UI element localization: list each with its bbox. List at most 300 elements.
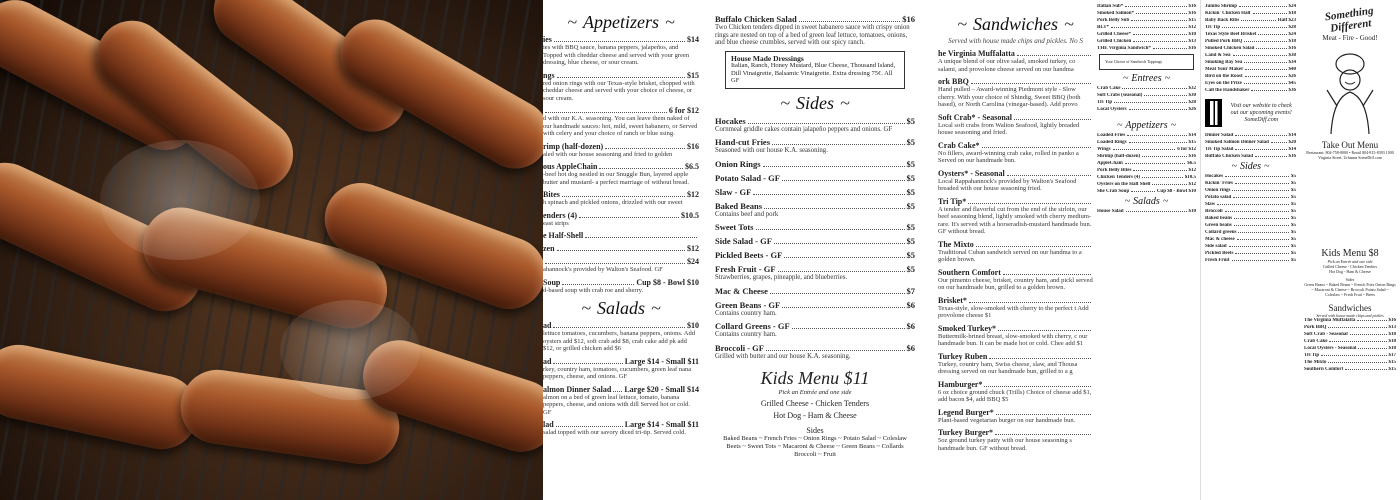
menu-item bbox=[543, 357, 699, 381]
item-description: Texas-style, slow-smoked with cherry to the perfect t Add provolone cheese $1 bbox=[938, 304, 1089, 319]
menu-item bbox=[543, 190, 699, 207]
item-price: $18 bbox=[1288, 39, 1296, 44]
takeout-salads-list bbox=[1097, 209, 1196, 214]
item-description: No fillers, award-winning crab cake, rolled in panko a Served on our handmade bun. bbox=[938, 149, 1079, 164]
item-description: Plant-based vegetarian burger on our handmade bun. bbox=[938, 416, 1076, 424]
item-price: $10 bbox=[1188, 32, 1196, 37]
item-name: Eyes on the Prize bbox=[1205, 81, 1242, 86]
item-name: Collard Greens - GF bbox=[715, 321, 790, 331]
menu-item bbox=[1205, 4, 1296, 9]
item-price: $40 bbox=[1288, 67, 1296, 72]
cover-sandwiches-sub: Served with house made chips and pickles bbox=[1316, 313, 1384, 318]
cover-kids-sides-heading: Sides bbox=[1345, 277, 1355, 282]
item-price: $10.5 bbox=[1184, 174, 1196, 180]
menu-item bbox=[1097, 11, 1196, 16]
item-description: h spinach and pickled onions, drizzled with our sweet bbox=[543, 199, 683, 206]
take-out-menu-heading: Take Out Menu bbox=[1321, 140, 1379, 150]
kids-sides-heading: Sides bbox=[806, 426, 824, 435]
salads-list bbox=[543, 321, 699, 437]
item-name: Crab Cake bbox=[1097, 85, 1121, 91]
menu-item bbox=[938, 324, 1093, 348]
menu-item bbox=[1205, 140, 1296, 145]
item-description: Buttermilk-brined breast, slow-smoked with cherry, c our handmade bun. It can be made hot or cold. Chee add $1 bbox=[938, 332, 1088, 347]
menu-item bbox=[715, 187, 915, 197]
menu-item bbox=[1205, 237, 1296, 242]
menu-item bbox=[543, 142, 699, 159]
item-price: $5 bbox=[906, 222, 915, 232]
item-description: 6 oz choice ground chuck (Trills) Choice of cheese add $1, add bacon $4, add BBQ $5 bbox=[938, 388, 1092, 403]
menu-item bbox=[1205, 46, 1296, 51]
item-price: $18 bbox=[1388, 346, 1396, 351]
cover-sandwiches-list bbox=[1304, 318, 1396, 372]
item-name: Smoking Bay Sea bbox=[1205, 60, 1243, 65]
item-price: Half $23 bbox=[1277, 18, 1296, 23]
menu-item bbox=[1097, 161, 1196, 166]
item-name: Local Oysters - Seasonal bbox=[1304, 346, 1357, 351]
item-price: $16 bbox=[1188, 46, 1196, 51]
menu-item bbox=[1097, 133, 1196, 138]
item-price: $14 bbox=[687, 35, 699, 44]
item-description: almon on a bed of green leaf lettuce, tomato, banana peppers, cheese, and onions with dill Served hot or cold. GF bbox=[543, 393, 690, 416]
item-name: ous AppleChain bbox=[543, 162, 598, 171]
item-price: $16 bbox=[1188, 11, 1196, 16]
item-name: Hocakes bbox=[715, 115, 746, 126]
item-price: $18 bbox=[1388, 339, 1396, 344]
menu-item-buffalo-salad bbox=[715, 14, 915, 47]
item-price: $5 bbox=[906, 137, 915, 147]
sides-heading: ~ Sides ~ bbox=[715, 93, 915, 114]
item-name: Crab Cake* bbox=[938, 140, 980, 150]
item-description: lettuce tomatoes, cucumbers, banana peppers, onions. Add oysters add $12, soft crab add $8, crab cake add pk add $12, or grilled chicken add $6 bbox=[543, 330, 695, 352]
menu-item bbox=[1304, 360, 1396, 365]
item-description: Contains beef and pork bbox=[715, 210, 779, 218]
menu-item bbox=[543, 244, 699, 253]
item-price: $5 bbox=[1291, 230, 1296, 235]
item-price: $18 bbox=[1388, 332, 1396, 337]
item-price: $16 bbox=[1188, 4, 1196, 9]
menu-item bbox=[715, 264, 915, 282]
menu-item bbox=[1097, 182, 1196, 187]
item-name: Turkey Burger* bbox=[938, 428, 994, 437]
item-description: Two Chicken tenders dipped in sweet habanero sauce with crispy onion rings are nested on top of a bed of green leaf lettuce, tomatoes, onions, and blue cheese crumbles, served with our spicy ranch. bbox=[715, 24, 910, 46]
item-name: he Virginia Muffalatta bbox=[938, 49, 1015, 58]
item-name: Legend Burger* bbox=[938, 407, 994, 417]
kids-entrees-line1: Grilled Cheese - Chicken Tenders bbox=[760, 399, 870, 408]
sandwiches-subtitle: Served with house made chips and pickles. No S bbox=[948, 37, 1083, 45]
kids-entrees-line2: Hot Dog - Ham & Cheese bbox=[773, 411, 857, 420]
item-price: Cup $8 - Bowl $10 bbox=[636, 277, 699, 287]
cover-kids-sub: Pick an Entrée and one side bbox=[1327, 259, 1373, 264]
menu-item bbox=[1205, 195, 1296, 200]
item-price: $15 bbox=[1188, 139, 1196, 145]
item-description: red onion rings with our Texas-style brisket, chopped with cheddar cheese and served with your choice of cheese, or sour cream. bbox=[543, 79, 695, 102]
menu-item bbox=[543, 278, 699, 295]
menu-item bbox=[543, 420, 699, 437]
item-name: Kickin' Fries bbox=[1205, 181, 1233, 186]
item-price: $24 bbox=[687, 257, 699, 266]
item-price: Large $20 - Small $14 bbox=[624, 384, 699, 394]
item-price: $15 bbox=[687, 70, 699, 80]
item-name: The Mixto bbox=[938, 239, 974, 249]
item-price: $5 bbox=[1291, 258, 1296, 263]
cover-kids-sides: Green Beans ~ Baked Beans ~ French Fries Onion Rings ~ Macaroni & Cheese ~ Broccoli Potato Salad ~ Coleslaw ~ Fresh Fruit ~ Beets bbox=[1304, 282, 1396, 297]
item-price: $16 bbox=[687, 141, 699, 151]
menu-item bbox=[1205, 188, 1296, 193]
menu-item bbox=[543, 162, 699, 186]
menu-item bbox=[1205, 216, 1296, 221]
menu-item bbox=[938, 77, 1093, 109]
menu-item bbox=[1097, 209, 1196, 214]
menu-item bbox=[715, 159, 915, 169]
item-name: Crab Cake bbox=[1304, 339, 1328, 344]
item-price: $5 bbox=[1291, 209, 1296, 214]
item-name: Smoked Salmon Dinner Salad bbox=[1205, 140, 1269, 145]
item-name: The Virginia Muffalatta bbox=[1304, 318, 1356, 323]
item-price: $14 bbox=[1288, 133, 1296, 138]
item-description: d with our K.A. seasoning. You can leave them naked of our handmade sauces: hot, mild, sweet habanero, or Served with celery and your choice of ranch or blue ssing. bbox=[543, 115, 698, 137]
item-description: Grilled with butter and our house K.A. seasoning. bbox=[715, 352, 851, 360]
menu-item bbox=[1097, 93, 1196, 98]
item-name: Shrimp (half-dozen) bbox=[1097, 153, 1141, 159]
item-name: Brisket* bbox=[938, 295, 967, 305]
item-name: Baked Beans bbox=[715, 200, 762, 211]
item-name: Slaw - GF bbox=[715, 186, 752, 197]
item-description: Seasoned with our house K.A. seasoning. bbox=[715, 147, 828, 154]
menu-item bbox=[1304, 318, 1396, 323]
item-price: 6 for $12 bbox=[1177, 146, 1196, 152]
menu-item bbox=[1205, 147, 1296, 152]
menu-item bbox=[1205, 133, 1296, 138]
contact-info: Restaurant: 804-758-8000 • Retail 804-815-8393 1000 Virginia Street, Urbanna SomeDiff.com bbox=[1306, 150, 1394, 160]
appetizers-list bbox=[543, 35, 699, 294]
item-name: Dinner Salad bbox=[1205, 133, 1234, 138]
item-name: Meat Your Maker bbox=[1205, 67, 1244, 72]
kids-menu-heading: Kids Menu $11 bbox=[760, 368, 870, 388]
menu-item bbox=[715, 250, 915, 260]
menu-item bbox=[1097, 154, 1196, 159]
menu-item bbox=[938, 268, 1093, 292]
menu-item bbox=[1304, 353, 1396, 358]
item-price: $5 bbox=[1291, 237, 1296, 242]
dressings-box bbox=[725, 51, 905, 89]
item-price: $5 bbox=[906, 264, 915, 274]
item-description: Local Rappahannock's provided by Walton's Seafood breaded with our house seasoning fried. bbox=[938, 177, 1077, 192]
item-name: Slaw bbox=[1205, 202, 1216, 207]
brand-tagline: Meat - Fire - Good! bbox=[1322, 34, 1378, 42]
item-price: $17 bbox=[1388, 353, 1396, 358]
menu-item bbox=[1205, 244, 1296, 249]
item-name: Buffalo Chicken Salad bbox=[715, 14, 797, 24]
toppings-box bbox=[1099, 54, 1194, 70]
menu-item bbox=[1205, 39, 1296, 44]
item-name: Pulled Pork BBQ bbox=[1205, 39, 1243, 44]
item-name: Soft Crab* - Seasonal bbox=[938, 112, 1013, 122]
cover-kids-menu-heading: Kids Menu $8 bbox=[1321, 248, 1379, 259]
item-price: $5 bbox=[1291, 181, 1296, 186]
menu-item bbox=[938, 197, 1093, 236]
item-price: $18 bbox=[1288, 11, 1296, 16]
takeout-entree-list bbox=[1205, 4, 1296, 93]
menu-item bbox=[1097, 168, 1196, 173]
menu-item bbox=[1205, 11, 1296, 16]
item-price: $7 bbox=[906, 285, 915, 296]
sausage-grill-photo bbox=[0, 0, 543, 500]
item-price: $16 bbox=[902, 14, 915, 24]
item-name: Local Oysters bbox=[1097, 106, 1127, 112]
item-price: $12 bbox=[687, 244, 699, 253]
toppings-text: Your Choice of Sandwich Toppings bbox=[1105, 59, 1163, 64]
item-name: Bites bbox=[543, 190, 560, 199]
item-name: Soup bbox=[543, 277, 561, 287]
item-name: Tri Tip Salad bbox=[1205, 147, 1234, 152]
item-name: Smoked Salmon* bbox=[1097, 11, 1135, 16]
menu-panel-cover bbox=[1300, 0, 1400, 500]
item-price: Large $14 - Small $11 bbox=[624, 356, 699, 366]
item-name: Broccoli - GF bbox=[715, 342, 764, 353]
item-description: A unique blend of our olive salad, smoked turkey, co salami, and provolone cheese served on our handma bbox=[938, 58, 1076, 73]
item-description: Cornmeal griddle cakes contain jalapeño peppers and onions. GF bbox=[715, 125, 893, 133]
item-price: $6 bbox=[906, 299, 915, 310]
entrees-list bbox=[1097, 86, 1196, 112]
item-name: Fresh Fruit - GF bbox=[715, 264, 776, 274]
menu-item bbox=[1205, 67, 1296, 72]
item-price: $16 bbox=[1288, 154, 1296, 159]
item-name: Oysters on the Half Shell bbox=[1097, 181, 1151, 187]
menu-item bbox=[1205, 202, 1296, 207]
item-name: Pork Belly Sub bbox=[1097, 18, 1130, 23]
item-price: $26 bbox=[1288, 74, 1296, 79]
item-name: ork BBQ bbox=[938, 77, 969, 86]
menu-item bbox=[543, 106, 699, 138]
item-name: The Mixto bbox=[1304, 360, 1327, 365]
item-price: $14 bbox=[1288, 147, 1296, 152]
item-name: zen bbox=[543, 244, 555, 253]
item-name: Pickled Beets bbox=[1205, 251, 1234, 256]
item-description: aled with our house seasoning and fried to golden bbox=[543, 150, 673, 158]
item-description: Turkey, country ham, Swiss cheese, slaw, and Thousa dressing served on our handmade bun, grilled to a g bbox=[938, 360, 1078, 375]
item-description: Traditional Cuban sandwich served on our handma to a golden brown. bbox=[938, 248, 1082, 263]
item-name: Fresh Fruit bbox=[1205, 258, 1230, 263]
menu-item bbox=[543, 231, 699, 240]
item-description: Strawberries, grapes, pineapple, and blueberries. bbox=[715, 274, 848, 281]
item-name: Oysters* - Seasonal bbox=[938, 168, 1005, 178]
item-name: Loaded Rings bbox=[1097, 139, 1127, 145]
item-price: $5 bbox=[1291, 195, 1296, 200]
menu-item bbox=[715, 201, 915, 219]
item-price: $5 bbox=[906, 158, 915, 169]
item-name: rimp (half-dozen) bbox=[543, 141, 604, 151]
salads-heading: ~ Salads ~ bbox=[543, 298, 699, 319]
item-name: Loaded Fries bbox=[1097, 132, 1126, 138]
menu-item bbox=[938, 240, 1093, 264]
item-price: $5 bbox=[906, 236, 915, 246]
item-price: $36 bbox=[1288, 88, 1296, 93]
item-description: salad topped with our savory diced tri-tip. Served cold. bbox=[543, 429, 686, 436]
item-price: $32 bbox=[1188, 85, 1196, 91]
chef-illustration bbox=[1319, 46, 1381, 136]
website-link[interactable]: SomeDiff.com bbox=[1244, 116, 1279, 123]
item-name: Broccoli bbox=[1205, 209, 1223, 214]
item-price: $10 bbox=[687, 321, 699, 330]
cover-kids-line1: Grilled Cheese - Chicken Tenders bbox=[1322, 264, 1378, 269]
menu-item bbox=[715, 116, 915, 134]
entrees-heading: ~ Entrees ~ bbox=[1097, 73, 1196, 84]
item-name: Pork BBQ bbox=[1304, 325, 1327, 330]
item-price: $5 bbox=[1291, 251, 1296, 256]
item-price: $10 bbox=[1188, 208, 1196, 214]
menu-item bbox=[1205, 32, 1296, 37]
menu-item bbox=[1205, 258, 1296, 263]
item-price: $12 bbox=[1188, 25, 1196, 30]
item-name: Pork Belly Bites bbox=[1097, 167, 1132, 173]
item-price: $26 bbox=[1188, 106, 1196, 112]
menu-item bbox=[1205, 230, 1296, 235]
item-name: enders (4) bbox=[543, 210, 577, 220]
item-name: Tri Tip bbox=[1304, 353, 1320, 358]
menu-item bbox=[715, 321, 915, 339]
item-description: -beef hot dog nestled in our Snuggle Bun, layered apple butter and mustard- a perfect marriage of without bread. bbox=[543, 171, 690, 186]
item-name: Tri Tip bbox=[1097, 99, 1113, 105]
item-price: $6.5 bbox=[685, 162, 699, 171]
item-price: $5 bbox=[1291, 174, 1296, 179]
item-name: Baked beans bbox=[1205, 216, 1233, 221]
menu-item bbox=[938, 141, 1093, 165]
menu-item bbox=[1205, 53, 1296, 58]
menu-item bbox=[543, 257, 699, 274]
item-name: almon Dinner Salad bbox=[543, 384, 612, 394]
item-price: $16 bbox=[1288, 46, 1296, 51]
item-name: Bird on the Roost bbox=[1205, 74, 1243, 79]
item-name: e Half-Shell bbox=[543, 231, 584, 240]
item-price: $45 bbox=[1288, 81, 1296, 86]
item-name: Soft Crab - Seasonal bbox=[1304, 332, 1348, 337]
menu-item bbox=[715, 236, 915, 246]
menu-item bbox=[543, 321, 699, 353]
item-price: $14 bbox=[1188, 132, 1196, 138]
menu-item bbox=[1097, 100, 1196, 105]
item-name: Jumbo Shrimp bbox=[1205, 4, 1238, 9]
item-description: ies with BBQ sauce, banana peppers, jalapeños, and Topped with cheddar cheese and served with your green dressing, blue cheese, or sour cream. bbox=[543, 44, 690, 66]
menu-panel-takeout-left bbox=[1093, 0, 1200, 500]
item-name: ad bbox=[543, 321, 552, 330]
menu-item bbox=[1304, 367, 1396, 372]
item-name: Grilled Chicken bbox=[1097, 39, 1132, 44]
menu-item bbox=[1097, 147, 1196, 152]
takeout-sides-list bbox=[1205, 174, 1296, 263]
item-name: Smoked Turkey* bbox=[938, 323, 997, 333]
menu-panel-appetizers-salads bbox=[543, 0, 699, 500]
item-price: $20 bbox=[1288, 140, 1296, 145]
item-name: ies bbox=[543, 35, 552, 44]
item-price: Cup $8 - Bowl $10 bbox=[1156, 188, 1196, 194]
kids-sides-list: Baked Beans ~ French Fries ~ Onion Rings ~ Potato Salad ~ Coleslaw Beets ~ Sweet Tots ~ Macaroni & Cheese ~ Green Beans ~ Collards Broccoli ~ Fruit bbox=[723, 435, 907, 458]
menu-item bbox=[1205, 154, 1296, 159]
item-name: Side Salad - GF bbox=[715, 236, 772, 246]
item-price: $5 bbox=[1291, 188, 1296, 193]
item-price: $15 bbox=[1188, 18, 1196, 23]
menu-item bbox=[1097, 107, 1196, 112]
item-name: Tri Tip* bbox=[938, 196, 967, 206]
menu-panel-sandwiches bbox=[938, 0, 1093, 500]
item-price: $24 bbox=[1288, 4, 1296, 9]
menu-item bbox=[1304, 325, 1396, 330]
cover-kids-line2: Hot Dog - Ham & Cheese bbox=[1329, 269, 1371, 274]
item-name: She Crab Soup bbox=[1097, 188, 1130, 194]
menu-item bbox=[938, 428, 1093, 452]
item-price: $5 bbox=[1291, 202, 1296, 207]
item-description: 5oz ground turkey patty with our house seasoning s handmade bun. GF without bread. bbox=[938, 437, 1072, 452]
item-price: $5 bbox=[906, 186, 915, 197]
menu-item bbox=[1205, 209, 1296, 214]
kids-menu-subtitle: Pick an Entrée and one side bbox=[778, 389, 852, 396]
menu-item bbox=[1097, 86, 1196, 91]
item-name: Onion Rings bbox=[715, 158, 761, 169]
item-price: $38 bbox=[1288, 53, 1296, 58]
item-name: Onion rings bbox=[1205, 188, 1231, 193]
menu-item bbox=[1205, 18, 1296, 23]
item-description: Hand pulled – Award-winning Piedmont style - Slow cherry. With your choice of Shindig, Sweet BBQ (both based), or North Carolina (vinegar-based). Add provo bbox=[938, 86, 1081, 108]
menu-item bbox=[1205, 181, 1296, 186]
takeout-salads-heading: ~ Salads ~ bbox=[1097, 196, 1196, 207]
item-name: Hamburger* bbox=[938, 379, 983, 389]
visit-text: Visit our website to check out our upcoming events! bbox=[1230, 102, 1292, 116]
item-name: Land & Sea bbox=[1205, 53, 1231, 58]
item-price: $13 bbox=[1188, 39, 1196, 44]
menu-item bbox=[1205, 174, 1296, 179]
item-price: $28 bbox=[1188, 99, 1196, 105]
item-price: $34 bbox=[1288, 60, 1296, 65]
menu-item bbox=[715, 343, 915, 361]
item-name: THE Virginia Sandwich* bbox=[1097, 46, 1151, 51]
menu-item bbox=[543, 35, 699, 67]
item-name: Smoked Chicken Salad bbox=[1205, 46, 1255, 51]
item-name: Potato Salad - GF bbox=[715, 172, 780, 183]
menu-item bbox=[1205, 25, 1296, 30]
menu-item bbox=[1304, 346, 1396, 351]
menu-item bbox=[938, 49, 1093, 73]
menu-item bbox=[543, 211, 699, 228]
item-name: Texas Style Beef Brisket bbox=[1205, 32, 1257, 37]
sides-list bbox=[715, 116, 915, 361]
item-name: Collard greens bbox=[1205, 230, 1237, 235]
item-name: Southern Comfort bbox=[938, 267, 1001, 277]
item-name: AppleChain bbox=[1097, 160, 1123, 166]
item-name: Buffalo Chicken Salad bbox=[1205, 154, 1254, 159]
item-description: Contains country ham. bbox=[715, 331, 777, 338]
menu-item bbox=[543, 71, 699, 103]
item-name: Sweet Tots bbox=[715, 222, 754, 232]
item-name: Call the Handshaker bbox=[1205, 88, 1250, 93]
item-description: d-based soup with crab roe and sherry. bbox=[543, 286, 644, 294]
item-description: rkey, country ham, tomatoes, cucumbers, green leaf nana peppers, cheese, and onions. GF bbox=[543, 365, 692, 380]
qr-code-icon[interactable] bbox=[1205, 99, 1222, 127]
item-description: east strips bbox=[543, 219, 569, 227]
menu-item bbox=[1205, 223, 1296, 228]
item-price: $16 bbox=[1388, 318, 1396, 323]
cover-sandwiches-heading: Sandwiches bbox=[1328, 303, 1372, 313]
takeout-sandwich-list bbox=[1097, 4, 1196, 51]
item-price: $6 bbox=[906, 342, 915, 353]
dressings-title: House Made Dressings bbox=[731, 53, 804, 63]
item-description: Contains country ham. bbox=[715, 309, 777, 317]
menu-item bbox=[938, 113, 1093, 137]
item-price: $5 bbox=[906, 250, 915, 260]
menu-item bbox=[1205, 88, 1296, 93]
menu-item bbox=[715, 300, 915, 318]
item-price: 6 for $12 bbox=[668, 106, 699, 115]
smoke bbox=[280, 300, 420, 400]
item-price: $6 bbox=[906, 321, 915, 331]
